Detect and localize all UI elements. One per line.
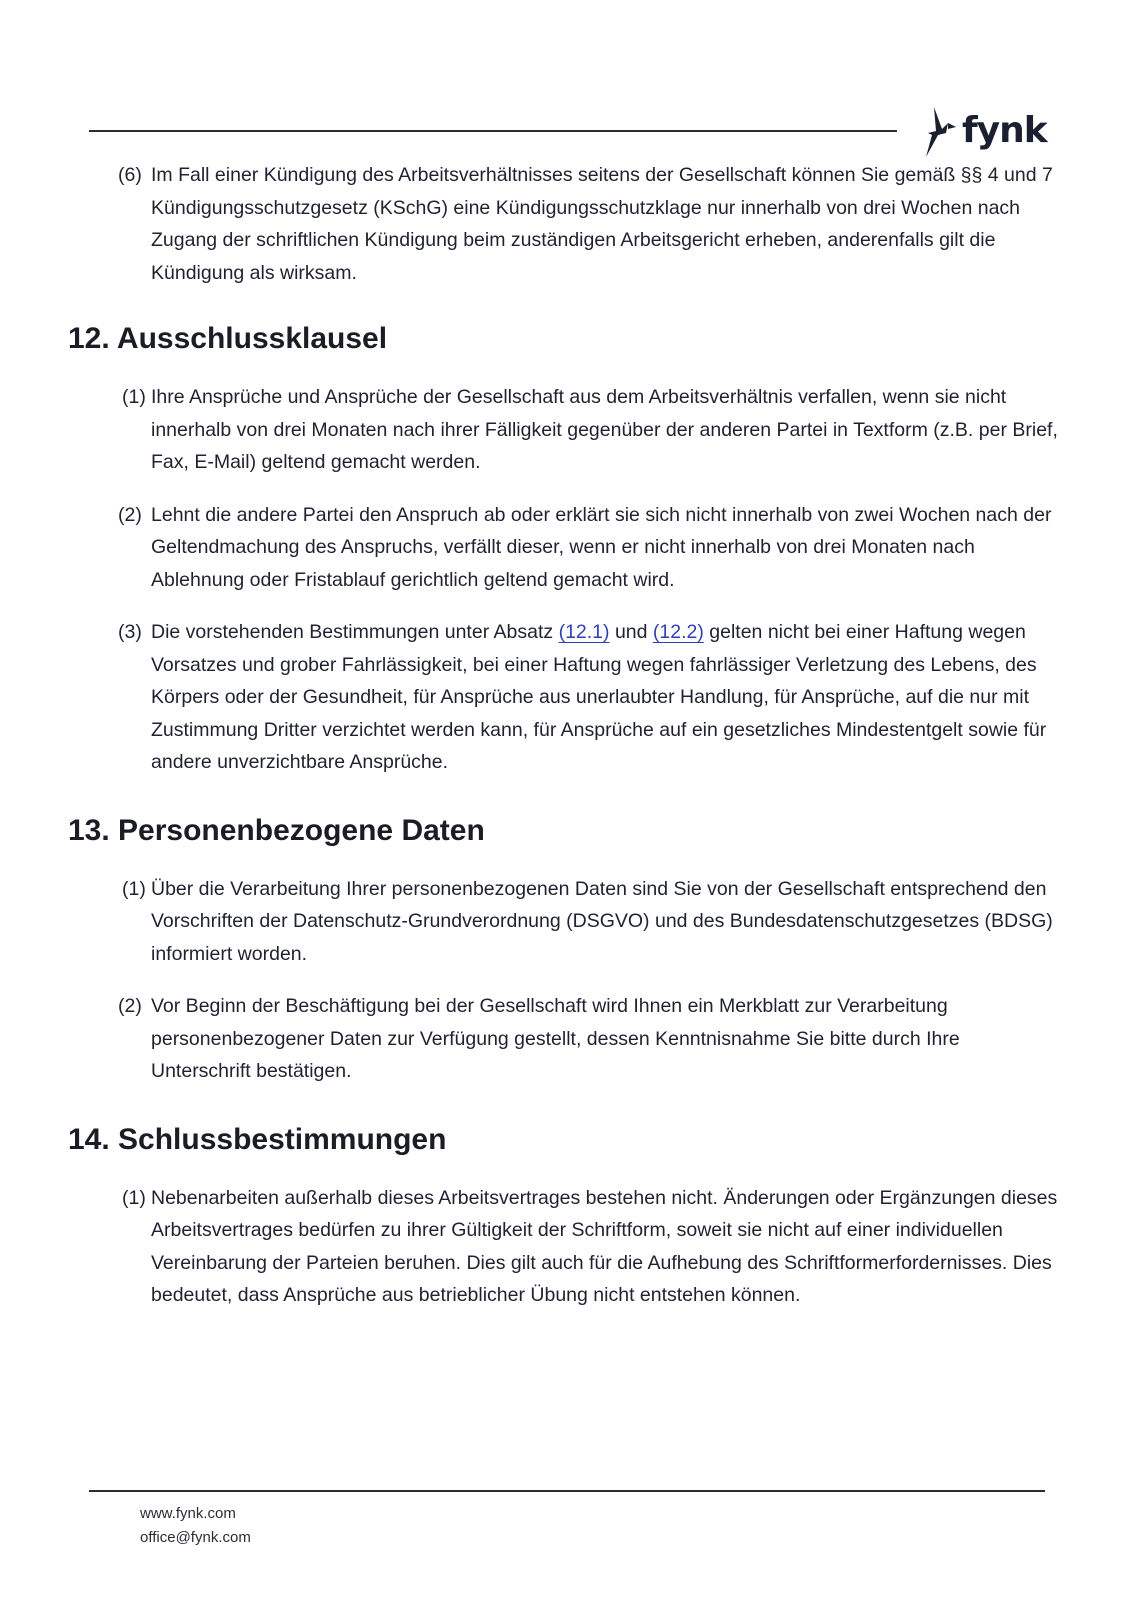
paragraph-number: (2) bbox=[118, 995, 142, 1017]
paragraph-13-1 bbox=[68, 873, 1058, 971]
brand-name: fynk bbox=[962, 109, 1047, 151]
paragraph-number: (3) bbox=[118, 621, 142, 643]
paragraph-12-2 bbox=[68, 499, 1058, 597]
paragraph-text: Über die Verarbeitung Ihrer personenbezogenen Daten sind Sie von der Gesellschaft entsprechend den Vorschriften der Datenschutz-Grundverordnung (DSGVO) und des Bundesdatenschutzgesetzes (BDSG) informiert worden. bbox=[151, 877, 1053, 965]
fynk-bird-icon bbox=[922, 105, 958, 159]
paragraph-text: Ihre Ansprüche und Ansprüche der Gesellschaft aus dem Arbeitsverhältnis verfallen, wenn sie nicht innerhalb von drei Monaten nach ihrer Fälligkeit gegenüber der anderen Partei in Textform (z.B. per Brief, Fax, E-Mail) geltend gemacht werden. bbox=[151, 386, 1058, 473]
section-heading-14: 14. Schlussbestimmungen bbox=[68, 1122, 447, 1156]
link-12-2[interactable]: (12.2) bbox=[652, 621, 704, 643]
paragraph-number: (2) bbox=[118, 503, 142, 526]
section-heading-13: 13. Personenbezogene Daten bbox=[68, 813, 485, 847]
footer-divider bbox=[89, 1490, 1045, 1492]
paragraph-text: Im Fall einer Kündigung des Arbeitsverhältnisses seitens der Gesellschaft können Sie gemäß §§ 4 und 7 Kündigungsschutzgesetz (KSchG) eine Kündigungsschutzklage nur innerhalb von drei Wochen nach Zugang der schriftlichen Kündigung beim zuständigen Arbeitsgericht erheben, anderenfalls gilt die Kündigung als wirksam. bbox=[151, 164, 1053, 284]
footer-email[interactable]: office@fynk.com bbox=[140, 1529, 251, 1546]
paragraph-number: (1) bbox=[122, 1186, 146, 1209]
paragraph-14-1 bbox=[68, 1182, 1058, 1312]
footer-website[interactable]: www.fynk.com bbox=[140, 1505, 236, 1522]
paragraph-text: Nebenarbeiten außerhalb dieses Arbeitsvertrages bestehen nicht. Änderungen oder Ergänzungen dieses Arbeitsvertrages bedürfen zu ihrer Gültigkeit der Schriftform, soweit sie nicht auf einer individuellen Vereinbarung der Parteien beruhen. Dies gilt auch für die Aufhebung des Schriftformerfordernisses. Dies bedeutet, dass Ansprüche aus betrieblicher Übung nicht entstehen können. bbox=[151, 1186, 1058, 1306]
paragraph-12-1 bbox=[68, 381, 1058, 479]
paragraph-13-2 bbox=[68, 990, 1058, 1088]
section-heading-12: 12. Ausschlussklausel bbox=[68, 322, 388, 355]
link-12-1[interactable]: (12.1) bbox=[558, 621, 610, 643]
paragraph-text: Lehnt die andere Partei den Anspruch ab oder erklärt sie sich nicht innerhalb von zwei Wochen nach der Geltendmachung des Anspruchs, verfällt dieser, wenn er nicht innerhalb von drei Monaten nach Ablehnung oder Fristablauf gerichtlich geltend gemacht wird. bbox=[151, 503, 1052, 591]
paragraph-11-6 bbox=[68, 159, 1058, 289]
paragraph-text: Die vorstehenden Bestimmungen unter Absatz (12.1) und (12.2) gelten nicht bei einer Haftung wegen Vorsatzes und grober Fahrlässigkeit, bei einer Haftung wegen fahrlässiger Verletzung des Lebens, des Körpers oder der Gesundheit, für Ansprüche aus unerlaubter Handlung, für Ansprüche, auf die nur mit Zustimmung Dritter verzichtet werden kann, für Ansprüche auf ein gesetzliches Mindestentgelt sowie für andere unverzichtbare Ansprüche. bbox=[151, 621, 1047, 773]
paragraph-number: (6) bbox=[118, 164, 142, 186]
brand-logo bbox=[922, 104, 1047, 160]
footer bbox=[140, 1502, 251, 1550]
paragraph-text: Vor Beginn der Beschäftigung bei der Gesellschaft wird Ihnen ein Merkblatt zur Verarbeitung personenbezogener Daten zur Verfügung gestellt, dessen Kenntnisnahme Sie bitte durch Ihre Unterschrift bestätigen. bbox=[151, 995, 960, 1082]
paragraph-12-3 bbox=[68, 616, 1058, 779]
header-divider bbox=[89, 130, 897, 132]
paragraph-number: (1) bbox=[122, 386, 146, 408]
paragraph-number: (1) bbox=[122, 877, 146, 900]
document-body bbox=[68, 159, 1058, 1332]
